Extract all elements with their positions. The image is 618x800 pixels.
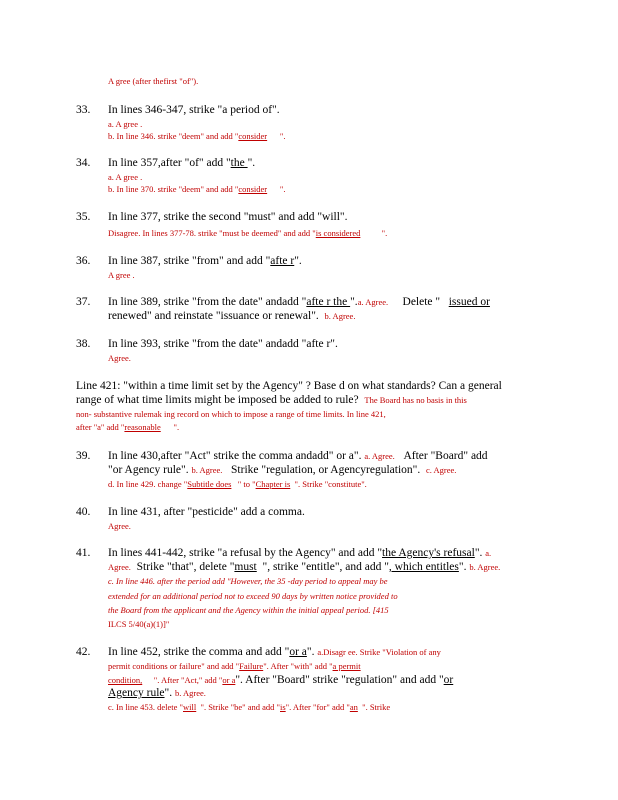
item-text: In line 357,after "of" add "the ". (108, 157, 256, 169)
item-text-line1: In line 389, strike "from the date" andadd "afte r the ".a. Agree. Delete " issued or (108, 296, 490, 308)
line-421-question-cont: range of what time limits might be imposed be added to rule? The Board has no basis in this (76, 394, 467, 406)
line-421-question: Line 421: "within a time limit set by the Agency" ? Base d on what standards? Can a general (76, 380, 502, 392)
item-response: A gree . (108, 270, 135, 280)
item-text-line1: In line 452, strike the comma and add "or a". a.Disagr ee. Strike "Violation of any (108, 646, 441, 658)
item-number: 42. (76, 646, 91, 658)
item-response-a: a. A gree . (108, 172, 143, 182)
item-text: In line 387, strike "from" and add "afte r". (108, 255, 302, 267)
item-number: 37. (76, 296, 91, 308)
item-response: Agree. (108, 521, 131, 531)
line-421-response: non- substantive rulemak ing record on which to impose a range of time limits. In line 421, (76, 409, 386, 419)
item-number: 36. (76, 255, 91, 267)
item-number: 35. (76, 211, 91, 223)
item-response-c-cont2: the Board from the applicant and the Agency within the initial appeal period. [415 (108, 605, 389, 615)
item-response-c: c. In line 446. after the period add "However, the 35 -day period to appeal may be (108, 576, 388, 586)
item-text-line2: renewed" and reinstate "issuance or renewal". b. Agree. (108, 310, 356, 322)
item-text-line2: Agree. Strike "that", delete "must ", strike "entitle", and add ", which entitles". b. Agree. (108, 561, 501, 573)
item-response-b: b. In line 370. strike "deem" and add "consider ". (108, 184, 286, 194)
item-text: In line 377, strike the second "must" and add "will". (108, 211, 348, 223)
item-text-line1: In line 430,after "Act" strike the comma andadd" or a". a. Agree. After "Board" add (108, 450, 488, 462)
item-text: In line 431, after "pesticide" add a comma. (108, 506, 305, 518)
item-number: 38. (76, 338, 91, 350)
item-response-d: d. In line 429. change "Subtitle does " to "Chapter is ". Strike "constitute". (108, 479, 367, 489)
item-number: 41. (76, 547, 91, 559)
item-text-line2: "or Agency rule". b. Agree. Strike "regulation, or Agencyregulation". c. Agree. (108, 464, 457, 476)
item-response-b: b. In line 346. strike "deem" and add "consider ". (108, 131, 286, 141)
item-number: 39. (76, 450, 91, 462)
item-response-c-cont3: ILCS 5/40(a)(1)]" (108, 619, 170, 629)
item-text: In lines 346-347, strike "a period of". (108, 104, 280, 116)
item-number: 34. (76, 157, 91, 169)
item-text-line2: permit conditions or failure" and add "Failure". After "with" add "a permit (108, 661, 361, 671)
item-response-c: c. In line 453. delete "will ". Strike "be" and add "is". After "for" add "an ". Strike (108, 702, 391, 712)
item-response: Disagree. In lines 377-78. strike "must be deemed" and add "is considered ". (108, 228, 388, 238)
item-text-line4: Agency rule". b. Agree. (108, 687, 206, 699)
item-number: 40. (76, 506, 91, 518)
item-text-line1: In lines 441-442, strike "a refusal by the Agency" and add "the Agency's refusal". a. (108, 547, 492, 559)
item-text-line3: condition, ". After "Act," add "or a". After "Board" strike "regulation" and add "or (108, 674, 454, 686)
item-response: Agree. (108, 353, 131, 363)
top-note: A gree (after thefirst "of"). (108, 76, 199, 86)
item-number: 33. (76, 104, 91, 116)
item-text: In line 393, strike "from the date" andadd "afte r". (108, 338, 338, 350)
item-response-a: a. A gree . (108, 119, 143, 129)
item-response-c-cont1: extended for an additional period not to exceed 90 days by written notice provided to (108, 591, 398, 601)
line-421-response-cont: after "a" add "reasonable ". (76, 422, 180, 432)
